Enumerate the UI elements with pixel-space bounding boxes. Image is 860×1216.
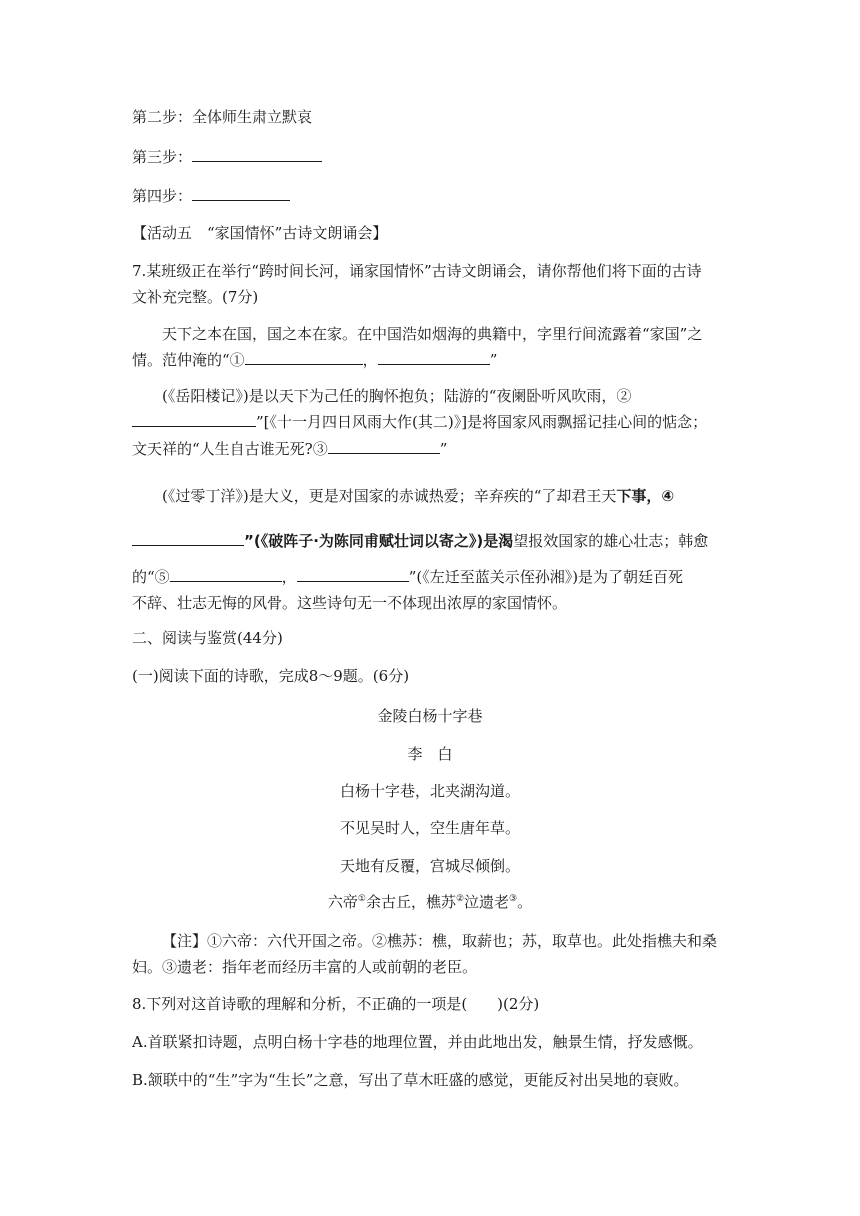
blank-3[interactable] [328,439,440,454]
step-3-label: 第三步： [132,148,193,166]
text: ”(《左迁至蓝关示侄孙湘》)是为了朝廷百死 [408,568,684,586]
blank-5a[interactable] [170,567,282,582]
text: ” [439,440,448,458]
text: 。 [517,893,533,911]
poem-line-3: 天地有反覆，宫城尽倾倒。 [339,857,520,875]
text: ” [489,351,498,369]
step-3 [132,147,322,167]
footnote-3-marker: ③ [509,894,518,904]
poem-title: 金陵白杨十字巷 [377,707,483,725]
q7-para1-line-1: 天下之本在国，国之本在家。在中国浩如烟海的典籍中，字里行间流露着“家国”之 [162,325,703,343]
text: 文天祥的“人生自古谁无死?③ [132,440,328,458]
q7-para3-line-4: 不辞、壮志无悔的风骨。这些诗句无一不体现出浓厚的家国情怀。 [132,594,568,612]
text: 情。范仲淹的“① [132,351,245,369]
q8-option-b[interactable]: B.颔联中的“生”字为“生长”之意，写出了草木旺盛的感觉，更能反衬出吴地的衰败。 [132,1071,689,1089]
poem-author: 李 白 [407,745,453,763]
text: 余古丘，樵苏 [365,893,456,911]
q7-para3-line-1 [162,486,674,506]
bold-text: ”(《破阵子·为陈同甫赋壮词以寄之》)是渴 [244,532,514,550]
q7-para1-line-2 [132,350,497,370]
poem-line-2: 不见吴时人，空生唐年草。 [339,819,520,837]
q7-line-2: 文补充完整。(7分) [132,288,259,306]
blank-1b[interactable] [378,350,490,365]
blank-1a[interactable] [245,350,363,365]
text: 泣遗老 [464,893,510,911]
blank-2[interactable] [132,412,256,427]
q7-para2-line-2 [132,412,707,432]
text: 的“⑤ [132,568,170,586]
q7-line-1: 7.某班级正在举行“跨时间长河，诵家国情怀”古诗文朗诵会，请你帮他们将下面的古诗 [132,262,702,280]
step-3-blank[interactable] [192,147,322,162]
poem-line-4 [0,892,860,912]
step-4-label: 第四步： [132,187,193,205]
text: 望报效国家的雄心壮志；韩愈 [513,532,709,550]
activity-5-heading: 【活动五 “家国情怀”古诗文朗诵会】 [132,224,388,242]
q7-para3-line-2 [132,531,708,551]
q8-stem: 8.下列对这首诗歌的理解和分析，不正确的一项是( )(2分) [132,995,540,1013]
q7-para3-line-3 [132,567,683,587]
text: ， [281,568,297,586]
footnote-1-marker: ① [357,894,366,904]
blank-5b[interactable] [297,567,409,582]
bold-text: 下事，④ [616,487,675,505]
text: ”[《十一月四日风雨大作(其二)》]是将国家风雨飘摇记挂心间的惦念； [256,413,708,431]
text: (《过零丁洋》)是大义，更是对国家的赤诚热爱；辛弃疾的“了却君王天 [162,487,617,505]
text: ， [362,351,378,369]
section-2-heading: 二、阅读与鉴赏(44分) [132,629,283,647]
blank-4[interactable] [132,531,244,546]
poem-line-1: 白杨十字巷，北夹湖沟道。 [339,782,520,800]
q8-option-a[interactable]: A.首联紧扣诗题，点明白杨十字巷的地理位置，并由此地出发，触景生情，抒发感慨。 [132,1033,703,1051]
step-2: 第二步：全体师生肃立默哀 [132,108,313,126]
note-line-2: 妇。③遗老：指年老而经历丰富的人或前朝的老臣。 [132,958,478,976]
note-line-1: 【注】①六帝：六代开国之帝。②樵苏：樵，取薪也；苏，取草也。此处指樵夫和桑 [162,932,718,950]
step-4 [132,186,290,206]
step-4-blank[interactable] [192,186,290,201]
q7-para2-line-1: (《岳阳楼记》)是以天下为己任的胸怀抱负；陆游的“夜阑卧听风吹雨，② [162,387,632,405]
sub-section-1-heading: (一)阅读下面的诗歌，完成8～9题。(6分) [132,667,410,685]
q7-para2-line-3 [132,439,447,459]
text: 六帝 [327,893,358,911]
footnote-2-marker: ② [455,894,465,904]
